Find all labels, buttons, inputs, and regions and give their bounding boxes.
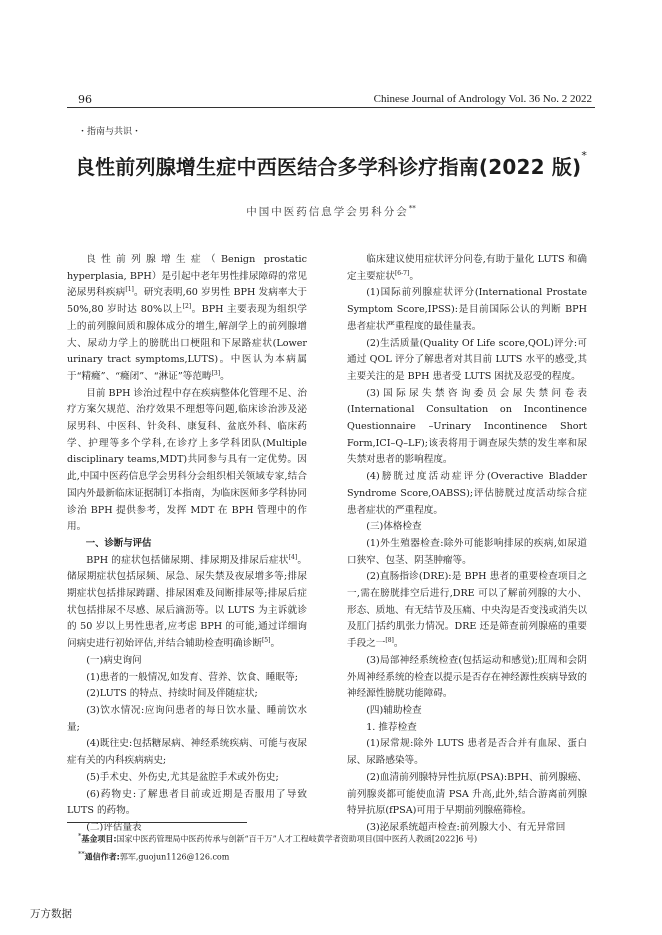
authors-marker: **	[408, 204, 416, 213]
list-item: (2)生活质量(Quality Of Life score,QOL)评分:可通过 QOL 评分了解患者对其目前 LUTS 水平的感受,其主要关注的是 BPH 患者受 LUTS 困扰及忍受的程度。	[347, 337, 587, 382]
fund-footnote: *基金项目:国家中医药管理局中医药传承与创新“百千万”人才工程岐黄学者资助项目(国中医药人教函[2022]6 号)	[78, 832, 478, 844]
footnotes	[78, 829, 598, 864]
section-tag: ・指南与共识・	[78, 127, 142, 137]
correspondence-footnote: **通信作者:郭军,guojun1126@126.com	[78, 849, 230, 862]
authors-text: 中国中医药信息学会男科分会	[246, 206, 409, 218]
list-item: (2)血清前列腺特异性抗原(PSA):BPH、前列腺癌、前列腺炎都可能使血清 PSA 升高,此外,结合游离前列腺特异抗原(fPSA)可用于早期前列腺癌筛检。	[347, 771, 587, 817]
list-item: (3)国际尿失禁咨询委员会尿失禁问卷表(International Consultation on Incontinence Questionnaire –Urinary Incontinence Short Form,ICI–Q–LF);该表将用于调查尿失禁的发生率和尿失禁对患者的影响程度。	[347, 387, 587, 466]
sub-subsection-heading: 1. 推荐检查	[366, 721, 417, 733]
subsection-heading: (三)体格检查	[366, 521, 422, 533]
section-heading: 一、诊断与评估	[85, 537, 152, 549]
authors	[67, 204, 595, 219]
right-column	[347, 252, 587, 837]
header-rule	[67, 107, 595, 108]
list-item: (2)LUTS 的特点、持续时间及伴随症状;	[86, 688, 258, 700]
list-item: (5)手术史、外伤史,尤其是盆腔手术或外伤史;	[86, 771, 279, 783]
list-item: (1)尿常规:除外 LUTS 患者是否合并有血尿、蛋白尿、尿路感染等。	[347, 738, 587, 767]
list-item: (3)泌尿系统超声检查:前列腺大小、有无异常回	[366, 821, 566, 833]
paragraph: 良性前列腺增生症（Benign prostatic hyperplasia, BPH）是引起中老年男性排尿障碍的常见泌尿男科疾病[1]。研究表明,60 岁男性 BPH 发病率大于 50%,80 岁时达 80%以上[2]。BPH 主要表现为组织学上的前列腺间质和腺体成分的增生,解剖学上的前列腺增大、尿动力学上的膀胱出口梗阻和下尿路症状(Lower urinary tract symptoms,LUTS)。中医认为本病属于“精癃”、“癃闭”、“淋证”等范畴[3]。	[67, 254, 308, 382]
left-column	[67, 252, 307, 837]
list-item: (4)膀胱过度活动症评分(Overactive Bladder Syndrome Score,OABSS);评估膀胱过度活动综合症患者症状的严重程度。	[347, 471, 587, 516]
paragraph: 临床建议使用症状评分问卷,有助于量化 LUTS 和确定主要症状[6-7]。	[347, 254, 587, 282]
footnote-rule	[67, 822, 247, 823]
paragraph: BPH 的症状包括储尿期、排尿期及排尿后症状[4]。储尿期症状包括尿频、尿急、尿失禁及夜尿增多等;排尿期症状包括排尿踌躇、排尿困难及间断排尿等;排尿后症状包括排尿不尽感、尿后滴沥等。以 LUTS 为主诉就诊的 50 岁以上男性患者,应考虑 BPH 的可能,通过详细询问病史进行初始评估,并结合辅助检查明确诊断[5]。	[67, 553, 308, 650]
subsection-heading: (一)病史询问	[86, 654, 142, 666]
list-item: (2)直肠指诊(DRE):是 BPH 患者的重要检查项目之一,需在膀胱排空后进行,DRE 可以了解前列腺的大小、形态、质地、有无结节及压痛、中央沟是否变浅或消失以及肛门括约肌张力情况。DRE 还是筛查前列腺癌的重要手段之一[8]。	[347, 571, 587, 650]
title-text: 良性前列腺增生症中西医结合多学科诊疗指南(2022 版)	[74, 155, 582, 179]
page-number: 96	[78, 93, 92, 106]
list-item: (3)饮水情况:应询问患者的每日饮水量、睡前饮水量;	[67, 704, 307, 733]
title-marker: *	[581, 149, 588, 162]
watermark: 万方数据	[30, 908, 72, 920]
list-item: (1)患者的一般情况,如发育、营养、饮食、睡眠等;	[86, 671, 298, 683]
list-item: (1)国际前列腺症状评分(International Prostate Symptom Score,IPSS):是目前国际公认的判断 BPH 患者症状严重程度的最佳量表。	[347, 287, 587, 332]
list-item: (6)药物史:了解患者目前或近期是否服用了导致 LUTS 的药物。	[67, 788, 307, 817]
subsection-heading: (四)辅助检查	[366, 704, 422, 716]
list-item: (3)局部神经系统检查(包括运动和感觉);肛周和会阴外周神经系统的检查以提示是否存在神经源性疾病导致的神经源性膀胱功能障碍。	[347, 654, 587, 700]
list-item: (4)既往史:包括糖尿病、神经系统疾病、可能与夜尿症有关的内科疾病病史;	[67, 738, 307, 767]
paragraph: 目前 BPH 诊治过程中存在疾病整体化管理不足、治疗方案欠规范、治疗效果不理想等问题,临床诊治涉及泌尿男科、中医科、针灸科、康复科、盆底外科、临床药学、护理等多个学科,在诊疗上多学科团队(Multiple disciplinary teams,MDT)共同参与具有一定优势。因此,中国中医药信息学会男科分会组织相关领域专家,结合国内外最新临床证据制订本指南，为临床医师多学科协同诊治 BPH 提供参考，发挥 MDT 在 BPH 管理中的作用。	[67, 387, 307, 533]
journal-info: Chinese Journal of Andrology Vol. 36 No. 2 2022	[373, 93, 592, 105]
list-item: (1)外生殖器检查:除外可能影响排尿的疾病,如尿道口狭窄、包茎、阴茎肿瘤等。	[347, 537, 587, 566]
subsection-heading: (二)评估量表	[86, 821, 142, 833]
article-title	[67, 151, 595, 180]
